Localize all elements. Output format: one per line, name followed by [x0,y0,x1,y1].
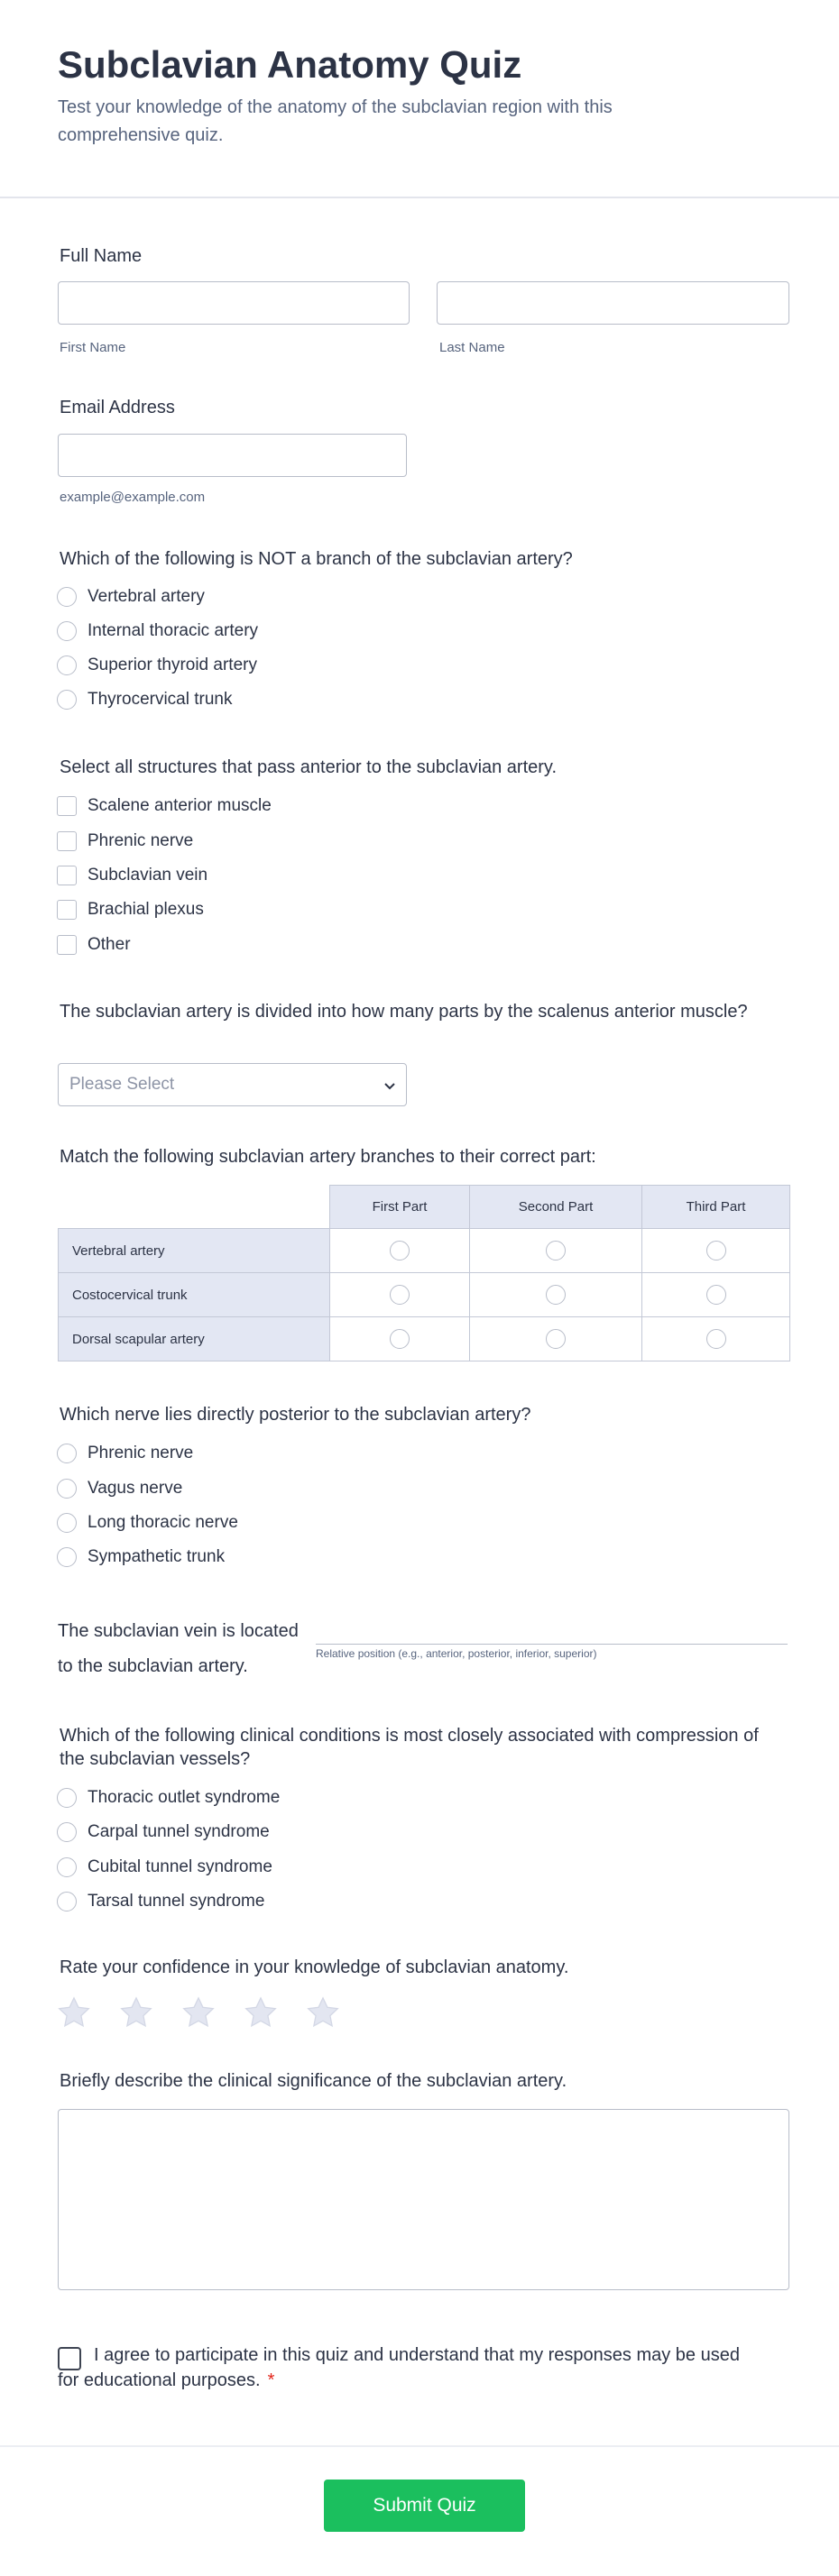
q2-option[interactable]: Scalene anterior muscle [57,793,272,819]
submit-button[interactable]: Submit Quiz [324,2480,525,2532]
q5-option[interactable]: Vagus nerve [57,1476,182,1501]
radio-button[interactable] [57,587,77,607]
full-name-label: Full Name [60,246,143,266]
q7-option[interactable]: Thoracic outlet syndrome [57,1785,280,1811]
email-label: Email Address [60,398,175,417]
form-header [0,0,839,198]
q8-question: Rate your confidence in your knowledge of subclavian anatomy. [60,1957,569,1977]
radio-button[interactable] [57,621,77,641]
radio-button[interactable] [57,655,77,675]
q9-question: Briefly describe the clinical significance of the subclavian artery. [60,2071,567,2091]
star-icon[interactable] [119,1995,153,2030]
fill-in-blank-input[interactable] [316,1644,788,1645]
matrix-column-header: Third Part [642,1186,790,1229]
radio-button[interactable] [57,1857,77,1877]
q5-option[interactable]: Sympathetic trunk [57,1545,225,1570]
checkbox[interactable] [57,796,77,816]
matrix-radio[interactable] [546,1285,566,1305]
radio-button[interactable] [57,1547,77,1567]
q7-option[interactable]: Cubital tunnel syndrome [57,1855,272,1880]
radio-button[interactable] [57,1892,77,1911]
matrix-radio[interactable] [390,1285,410,1305]
q2-option[interactable]: Brachial plexus [57,897,204,922]
required-asterisk: * [267,2370,275,2390]
last-name-input[interactable] [437,281,789,325]
q7-question: Which of the following clinical conditions is most closely associated with compression of the subclavian vessels? [60,1726,759,1769]
matrix-radio[interactable] [390,1329,410,1349]
q2-option[interactable]: Subclavian vein [57,863,207,888]
chevron-down-icon [383,1078,397,1093]
matrix-row-label: Vertebral artery [59,1229,330,1273]
star-rating [57,1995,368,2030]
matrix-row [59,1317,790,1361]
q5-question: Which nerve lies directly posterior to the subclavian artery? [60,1405,531,1425]
radio-button[interactable] [57,690,77,710]
page-title: Subclavian Anatomy Quiz [58,43,522,86]
radio-button[interactable] [57,1822,77,1842]
radio-button[interactable] [57,1788,77,1808]
q7-option[interactable]: Tarsal tunnel syndrome [57,1889,264,1914]
q5-option[interactable]: Long thoracic nerve [57,1510,238,1536]
q4-question: Match the following subclavian artery branches to their correct part: [60,1147,596,1167]
clinical-significance-textarea[interactable] [58,2109,789,2290]
q1-option[interactable]: Superior thyroid artery [57,653,257,678]
star-icon[interactable] [244,1995,278,2030]
matrix-column-header: Second Part [470,1186,642,1229]
star-icon[interactable] [57,1995,91,2030]
matrix-row [59,1273,790,1317]
q1-option[interactable]: Vertebral artery [57,584,205,610]
email-sublabel: example@example.com [60,490,206,505]
checkbox[interactable] [57,831,77,851]
q5-option[interactable]: Phrenic nerve [57,1441,193,1466]
matrix-radio[interactable] [390,1241,410,1260]
q1-question: Which of the following is NOT a branch of the subclavian artery? [60,549,573,569]
checkbox[interactable] [57,866,77,885]
matrix-radio[interactable] [706,1329,726,1349]
first-name-input[interactable] [58,281,410,325]
checkbox[interactable] [57,900,77,920]
last-name-sublabel: Last Name [439,340,505,355]
dropdown-placeholder: Please Select [69,1075,175,1094]
match-matrix [58,1185,790,1361]
page-description: Test your knowledge of the anatomy of the subclavian region with this comprehensive quiz. [58,97,613,145]
q1-option[interactable]: Thyrocervical trunk [57,687,233,712]
matrix-column-header: First Part [330,1186,470,1229]
radio-button[interactable] [57,1513,77,1533]
matrix-radio[interactable] [706,1241,726,1260]
q2-option[interactable]: Other [57,932,131,958]
agreement-label: I agree to participate in this quiz and understand that my responses may be used for educational purposes. * [58,2345,740,2390]
matrix-radio[interactable] [706,1285,726,1305]
email-input[interactable] [58,434,407,477]
radio-button[interactable] [57,1444,77,1463]
parts-dropdown[interactable] [58,1063,407,1106]
star-icon[interactable] [306,1995,340,2030]
star-icon[interactable] [181,1995,216,2030]
matrix-row-label: Costocervical trunk [59,1273,330,1317]
matrix-row [59,1229,790,1273]
checkbox[interactable] [57,935,77,955]
q7-option[interactable]: Carpal tunnel syndrome [57,1820,270,1845]
matrix-radio[interactable] [546,1329,566,1349]
q1-option[interactable]: Internal thoracic artery [57,619,258,644]
q3-question: The subclavian artery is divided into how many parts by the scalenus anterior muscle? [60,1002,748,1022]
q2-question: Select all structures that pass anterior to the subclavian artery. [60,757,558,777]
fill-in-sublabel: Relative position (e.g., anterior, posterior, inferior, superior) [316,1647,597,1660]
radio-button[interactable] [57,1479,77,1499]
matrix-corner [59,1186,330,1229]
matrix-radio[interactable] [546,1241,566,1260]
fill-in-suffix: to the subclavian artery. [58,1656,248,1676]
fill-in-prefix: The subclavian vein is located [58,1621,299,1641]
matrix-row-label: Dorsal scapular artery [59,1317,330,1361]
q2-option[interactable]: Phrenic nerve [57,829,193,854]
first-name-sublabel: First Name [60,340,126,355]
